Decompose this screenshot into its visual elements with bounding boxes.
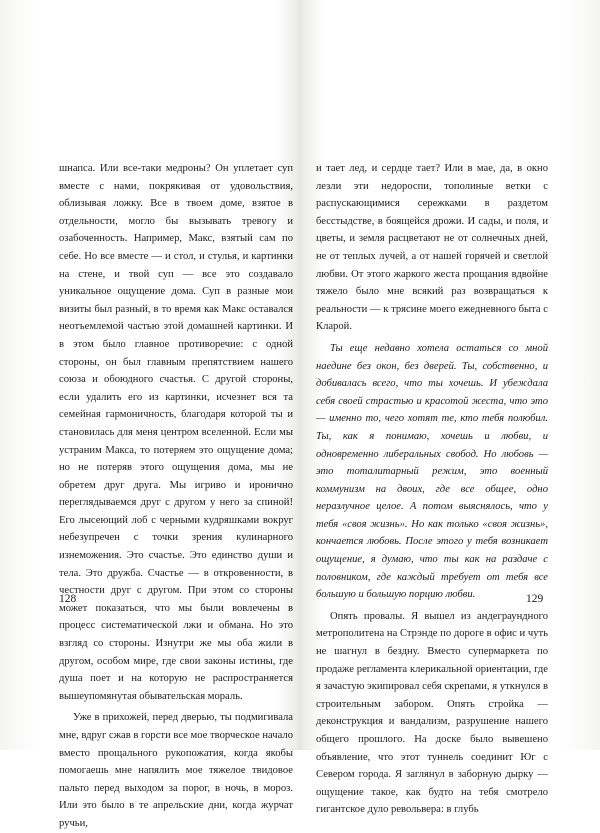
right-paragraph-3: Опять провалы. Я вышел из андеграундного метрополитена на Стрэнде по дороге в офис и чуть не шагнул в бездну. Вместо супермаркета по продаже регламента клерикальной ориентации, где я зачастую экипировал себя скрепами, я уткнулся в строительным забором. Опять стройка — деконструкция и вандализм, разрушение нашего общего прошлого. На доске было вывешено объявление, что этот туннель соединит Юг с Севером города. Я заглянул в заборную дырку — ощущение такое, как будто на тебя смотрело гигантское дуло револьвера: в глубь	[316, 610, 548, 816]
left-paragraph-1: шнапса. Или все-таки медроны? Он уплетает суп вместе с нами, покрякивая от удовольствия, облизывая ложку. Все в твоем доме, взятое в отдельности, могло бы вызывать тревогу и озабоченность. Например, Макс, взятый сам по себе. Но все вместе — и стол, и стулья, и картинки на стене, и твой суп — все это создавало уникальное ощущение дома. Суп в разные мои визиты был разный, в то время как Макс оставался неотъемлемой частью этой домашней картинки. И в этом было главное противоречие: с одной стороны, он был главным препятствием нашего союза и обоюдного счастья. С другой стороны, если удалить его из картинки, исчезнет вся та семейная гармоничность, благодаря которой ты и становилась для меня центром вселенной. Если мы устраним Макса, то потеряем это ощущение дома; но не потеряв этого ощущения дома, мы не обретем друг друга. Мы игриво и иронично переглядываемся друг с другом у него за спиной! Его лысеющий лоб с черными кудряшками вокруг небезупречен с точки зрения кулинарного изнеможения. Это счастье. Это единство души и тела. Это дружба. Счастье — в откровенности, в честности друг с другом. При этом со стороны может показаться, что мы были вовлечены в процесс систематической лжи и обмана. Но это взгляд со стороны. Изнутри же мы оба жили в другом, особом мире, где свои законы истины, где душа поет и на которую не распространяется вышеупомянутая обывательская мораль.	[59, 163, 293, 702]
left-page	[59, 160, 293, 833]
page-number-left: 128	[59, 593, 77, 605]
right-paragraph-1: и тает лед, и сердце тает? Или в мае, да, в окно лезли эти недороспи, тополиные ветки с распускающимися сережками в раздетом бесстыдстве, в боящейся дрожи. И сады, и поля, и цветы, и земля расцветают не от солнечных дней, не от теплых лучей, а от нашей горячей и светлой любви. От этого жаркого жеста прощания вдвойне тяжело было мне всякий раз возвращаться к реальности — к трясине моего ежедневного быта с Кларой.	[316, 163, 548, 333]
left-paragraph-2: Уже в прихожей, перед дверью, ты подмигивала мне, вдруг сжав в горсти все мое творческое начало вместо прощального рукопожатия, когда якобы помогаешь мне напялить мое тяжелое твидовое пальто перед выходом за порог, в ночь, в мороз. Или это было в те апрельские дни, когда журчат ручьи,	[59, 712, 293, 829]
right-paragraph-2: Ты еще недавно хотела остаться со мной наедине без окон, без дверей. Ты, собственно, и добивалась всего, что ты хочешь. И убеждала себя своей страстью и красотой жеста, что это — именно то, чего хотят те, кто тебя полюбил. Ты, как я понимаю, хочешь и любви, и одновременно либеральных свобод. Но любовь — это тоталитарный режим, это военный коммунизм на двоих, где все общее, одно неразлучное целое. А потом выяснялось, что у тебя «своя жизнь». Но как только «своя жизнь», кончается любовь. После этого у тебя возникает ощущение, я думаю, что ты как на раздаче с половником, где каждый требует от тебя все большую и большую порцию любви.	[316, 342, 548, 601]
page-number-right: 129	[526, 593, 544, 605]
right-page	[316, 160, 548, 819]
